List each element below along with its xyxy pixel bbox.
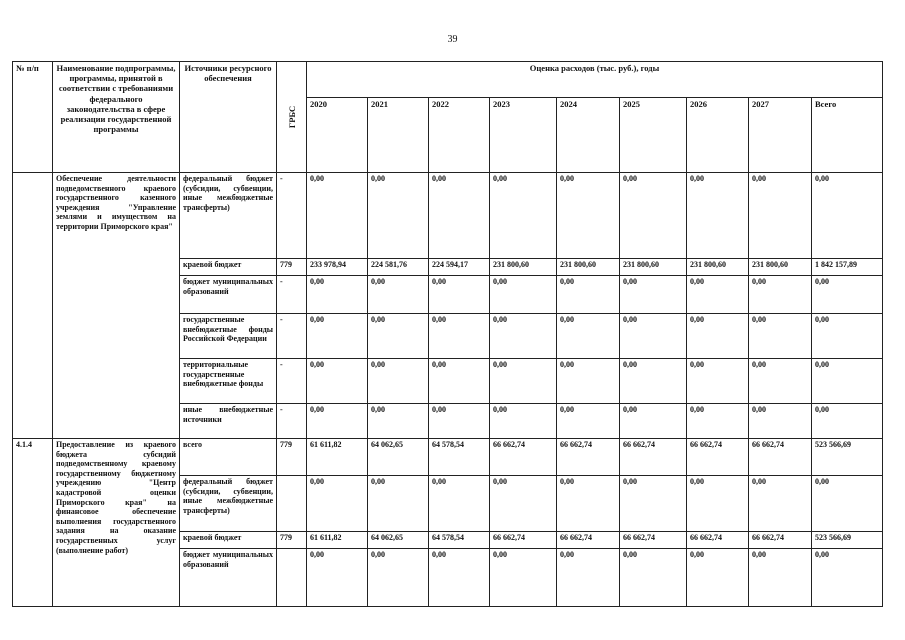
value-2021: 64 062,65: [368, 439, 429, 476]
source-label: иные внебюджетные источники: [180, 404, 277, 439]
value-2020: 0,00: [307, 359, 368, 404]
value-total: 1 842 157,89: [812, 259, 883, 276]
value-2024: 231 800,60: [557, 259, 620, 276]
grbs-code: 779: [277, 532, 307, 549]
value-2021: 0,00: [368, 173, 429, 259]
value-2022: 0,00: [429, 359, 490, 404]
source-label: федеральный бюджет (субсидии, субвенции, иные межбюджетные трансферты): [180, 173, 277, 259]
value-2023: 66 662,74: [490, 532, 557, 549]
value-2020: 0,00: [307, 404, 368, 439]
value-total: 523 566,69: [812, 532, 883, 549]
value-2027: 0,00: [749, 476, 812, 532]
header-year-2020: 2020: [307, 98, 368, 173]
header-year-2026: 2026: [687, 98, 749, 173]
value-2025: 0,00: [620, 359, 687, 404]
budget-table: [12, 61, 883, 607]
grbs-code: -: [277, 276, 307, 314]
value-2021: 0,00: [368, 359, 429, 404]
value-2025: 0,00: [620, 476, 687, 532]
source-label: краевой бюджет: [180, 259, 277, 276]
source-label: федеральный бюджет (субсидии, субвенции, иные межбюджетные трансферты): [180, 476, 277, 532]
grbs-code: 779: [277, 259, 307, 276]
value-2023: 0,00: [490, 276, 557, 314]
value-2027: 66 662,74: [749, 532, 812, 549]
value-2027: 0,00: [749, 276, 812, 314]
table-row: [13, 173, 883, 259]
value-2027: 0,00: [749, 404, 812, 439]
value-2025: 66 662,74: [620, 532, 687, 549]
value-2025: 66 662,74: [620, 439, 687, 476]
value-total: 0,00: [812, 549, 883, 607]
value-2027: 231 800,60: [749, 259, 812, 276]
value-2022: 0,00: [429, 476, 490, 532]
header-estimate: Оценка расходов (тыс. руб.), годы: [307, 62, 883, 98]
value-2026: 0,00: [687, 404, 749, 439]
value-2026: 0,00: [687, 549, 749, 607]
value-2020: 0,00: [307, 276, 368, 314]
source-label: бюджет муниципальных образований: [180, 276, 277, 314]
grbs-code: -: [277, 173, 307, 259]
value-2020: 0,00: [307, 476, 368, 532]
value-2026: 0,00: [687, 276, 749, 314]
value-2027: 66 662,74: [749, 439, 812, 476]
value-2023: 0,00: [490, 404, 557, 439]
row-number: 4.1.4: [13, 439, 53, 607]
value-2027: 0,00: [749, 549, 812, 607]
value-2020: 0,00: [307, 173, 368, 259]
value-2026: 66 662,74: [687, 439, 749, 476]
value-total: 0,00: [812, 314, 883, 359]
header-year-2025: 2025: [620, 98, 687, 173]
source-label: государственные внебюджетные фонды Российской Федерации: [180, 314, 277, 359]
value-2023: 0,00: [490, 549, 557, 607]
value-2020: 0,00: [307, 549, 368, 607]
value-2024: 0,00: [557, 173, 620, 259]
value-2023: 0,00: [490, 173, 557, 259]
source-label: бюджет муниципальных образований: [180, 549, 277, 607]
header-year-2023: 2023: [490, 98, 557, 173]
value-2022: 0,00: [429, 404, 490, 439]
value-2024: 0,00: [557, 476, 620, 532]
header-source: Источники ресурсного обеспечения: [180, 62, 277, 173]
value-2022: 64 578,54: [429, 532, 490, 549]
value-2025: 231 800,60: [620, 259, 687, 276]
grbs-code: -: [277, 404, 307, 439]
value-2026: 66 662,74: [687, 532, 749, 549]
value-2023: 0,00: [490, 314, 557, 359]
value-2026: 0,00: [687, 314, 749, 359]
grbs-code: [277, 476, 307, 532]
value-2026: 0,00: [687, 359, 749, 404]
value-2022: 224 594,17: [429, 259, 490, 276]
value-2021: 0,00: [368, 404, 429, 439]
value-2023: 66 662,74: [490, 439, 557, 476]
grbs-code: [277, 549, 307, 607]
header-year-2024: 2024: [557, 98, 620, 173]
value-total: 0,00: [812, 404, 883, 439]
value-2023: 231 800,60: [490, 259, 557, 276]
header-year-2027: 2027: [749, 98, 812, 173]
value-2024: 0,00: [557, 276, 620, 314]
value-total: 0,00: [812, 359, 883, 404]
value-2025: 0,00: [620, 314, 687, 359]
header-total: Всего: [812, 98, 883, 173]
source-label: всего: [180, 439, 277, 476]
value-2024: 66 662,74: [557, 439, 620, 476]
value-2021: 0,00: [368, 549, 429, 607]
value-2023: 0,00: [490, 476, 557, 532]
value-2022: 64 578,54: [429, 439, 490, 476]
value-2024: 0,00: [557, 549, 620, 607]
value-2024: 0,00: [557, 314, 620, 359]
value-2024: 66 662,74: [557, 532, 620, 549]
value-2025: 0,00: [620, 404, 687, 439]
value-2026: 231 800,60: [687, 259, 749, 276]
value-2020: 61 611,82: [307, 439, 368, 476]
value-2020: 0,00: [307, 314, 368, 359]
value-total: 0,00: [812, 276, 883, 314]
value-2024: 0,00: [557, 404, 620, 439]
value-2021: 0,00: [368, 314, 429, 359]
page-number: 39: [447, 34, 458, 45]
value-2027: 0,00: [749, 314, 812, 359]
value-2026: 0,00: [687, 476, 749, 532]
value-total: 523 566,69: [812, 439, 883, 476]
program-name: Обеспечение деятельности подведомственного краевого государственного казенного учреждения "Управление землями и имуществом на территории Приморского края": [53, 173, 180, 439]
value-total: 0,00: [812, 476, 883, 532]
header-year-2022: 2022: [429, 98, 490, 173]
value-2022: 0,00: [429, 173, 490, 259]
value-2022: 0,00: [429, 314, 490, 359]
value-2025: 0,00: [620, 549, 687, 607]
value-2022: 0,00: [429, 276, 490, 314]
value-2021: 0,00: [368, 276, 429, 314]
header-grbs: ГРБС: [277, 62, 307, 173]
value-2021: 224 581,76: [368, 259, 429, 276]
grbs-code: -: [277, 314, 307, 359]
value-2020: 233 978,94: [307, 259, 368, 276]
value-2025: 0,00: [620, 276, 687, 314]
header-name: Наименование подпрограммы, программы, принятой в соответствии с требованиями федерального законодательства в сфере реализации государственной программы: [53, 62, 180, 173]
value-2023: 0,00: [490, 359, 557, 404]
value-2027: 0,00: [749, 359, 812, 404]
header-num: № п/п: [13, 62, 53, 173]
table-row: [13, 439, 883, 476]
value-2025: 0,00: [620, 173, 687, 259]
header-year-2021: 2021: [368, 98, 429, 173]
source-label: территориальные государственные внебюджетные фонды: [180, 359, 277, 404]
program-name: Предоставление из краевого бюджета субсидий подведомственному краевому государственному бюджетному учреждению "Центр кадастровой оценки Приморского края" на финансовое обеспечение выполнения государственного задания на оказание государственных услуг (выполнение работ): [53, 439, 180, 607]
grbs-code: 779: [277, 439, 307, 476]
value-2020: 61 611,82: [307, 532, 368, 549]
value-2021: 0,00: [368, 476, 429, 532]
value-2024: 0,00: [557, 359, 620, 404]
grbs-code: -: [277, 359, 307, 404]
source-label: краевой бюджет: [180, 532, 277, 549]
value-2027: 0,00: [749, 173, 812, 259]
value-2022: 0,00: [429, 549, 490, 607]
value-2021: 64 062,65: [368, 532, 429, 549]
value-2026: 0,00: [687, 173, 749, 259]
value-total: 0,00: [812, 173, 883, 259]
row-number: [13, 173, 53, 439]
